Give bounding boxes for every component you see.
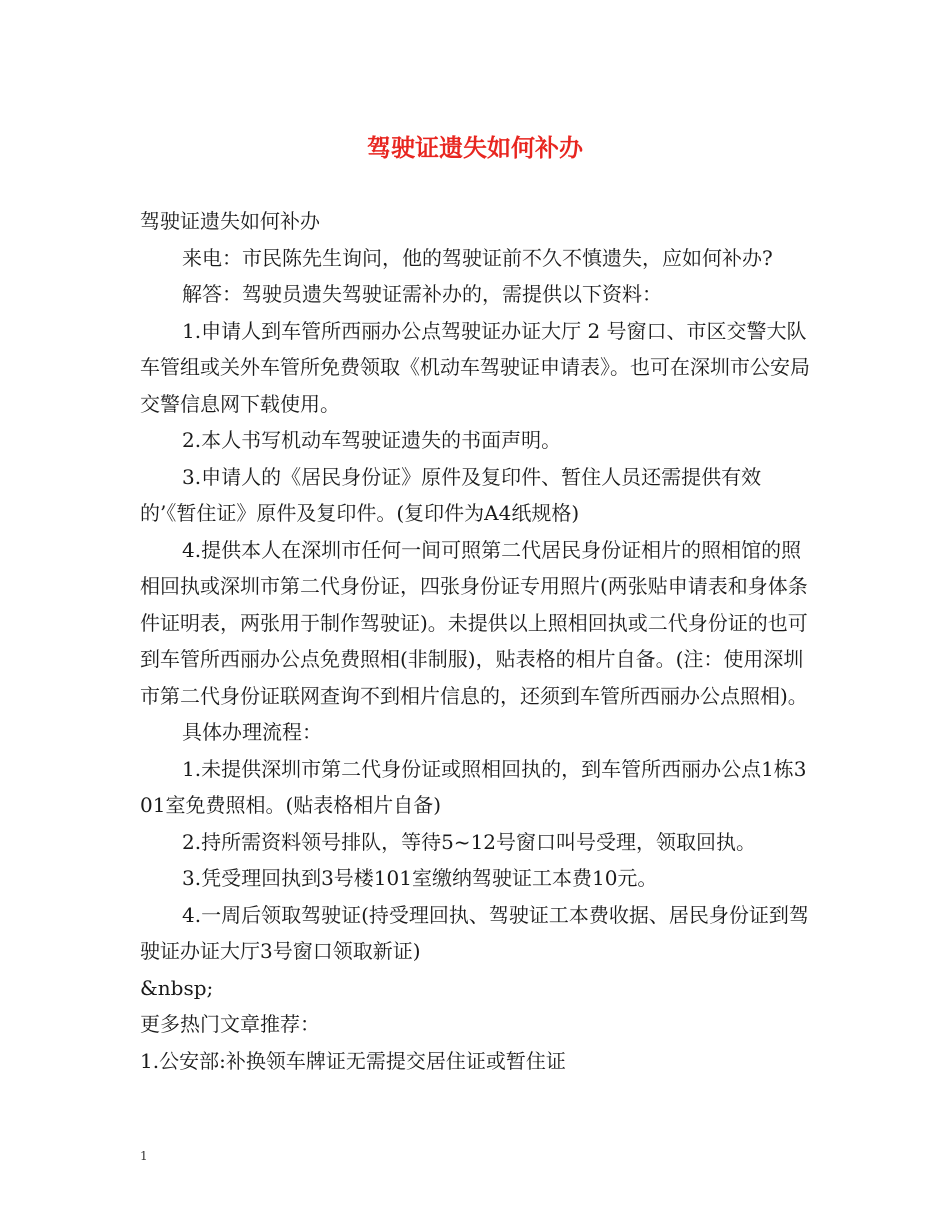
document-body xyxy=(140,203,812,1079)
process-heading: 具体办理流程： xyxy=(182,720,322,744)
process-step: 4.一周后领取驾驶证(持受理回执、驾驶证工本费收据、居民身份证到驾驶证办证大厅3号窗口领取新证) xyxy=(140,902,809,963)
article-heading: 驾驶证遗失如何补办 xyxy=(140,209,320,233)
process-step: 1.未提供深圳市第二代身份证或照相回执的，到车管所西丽办公点1栋301室免费照相。(贴表格相片自备) xyxy=(140,756,807,817)
material-item: 3.申请人的《居民身份证》原件及复印件、暂住人员还需提供有效的’《暂住证》原件及复印件。(复印件为A4纸规格) xyxy=(140,464,762,525)
document-title: 驾驶证遗失如何补办 xyxy=(367,133,583,162)
material-item: 1.申请人到车管所西丽办公点驾驶证办证大厅 2 号窗口、市区交警大队车管组或关外车管所免费领取《机动车驾驶证申请表》。也可在深圳市公安局交警信息网下载使用。 xyxy=(140,318,810,416)
material-item: 4.提供本人在深圳市任何一间可照第二代居民身份证相片的照相馆的照相回执或深圳市第二代身份证，四张身份证专用照片(两张贴申请表和身体条件证明表，两张用于制作驾驶证)。未提供以上照相回执或二代身份证的也可到车管所西丽办公点免费照相(非制服)，贴表格的相片自备。(注：使用深圳市第二代身份证联网查询不到相片信息的，还须到车管所西丽办公点照相)。 xyxy=(140,537,808,708)
material-item: 2.本人书写机动车驾驶证遗失的书面声明。 xyxy=(182,428,562,452)
process-step: 3.凭受理回执到3号楼101室缴纳驾驶证工本费10元。 xyxy=(182,866,658,890)
nbsp-text: &nbsp; xyxy=(140,975,214,1000)
answer-intro-paragraph: 解答：驾驶员遗失驾驶证需补办的，需提供以下资料： xyxy=(182,282,662,306)
process-step: 2.持所需资料领号排队，等待5~12号窗口叫号受理，领取回执。 xyxy=(182,829,757,854)
page-number: 1 xyxy=(140,1149,148,1163)
question-paragraph: 来电：市民陈先生询问，他的驾驶证前不久不慎遗失，应如何补办? xyxy=(182,245,773,270)
more-articles-heading: 更多热门文章推荐： xyxy=(140,1012,320,1036)
recommendation-link[interactable]: 1.公安部:补换领车牌证无需提交居住证或暂住证 xyxy=(140,1048,566,1073)
